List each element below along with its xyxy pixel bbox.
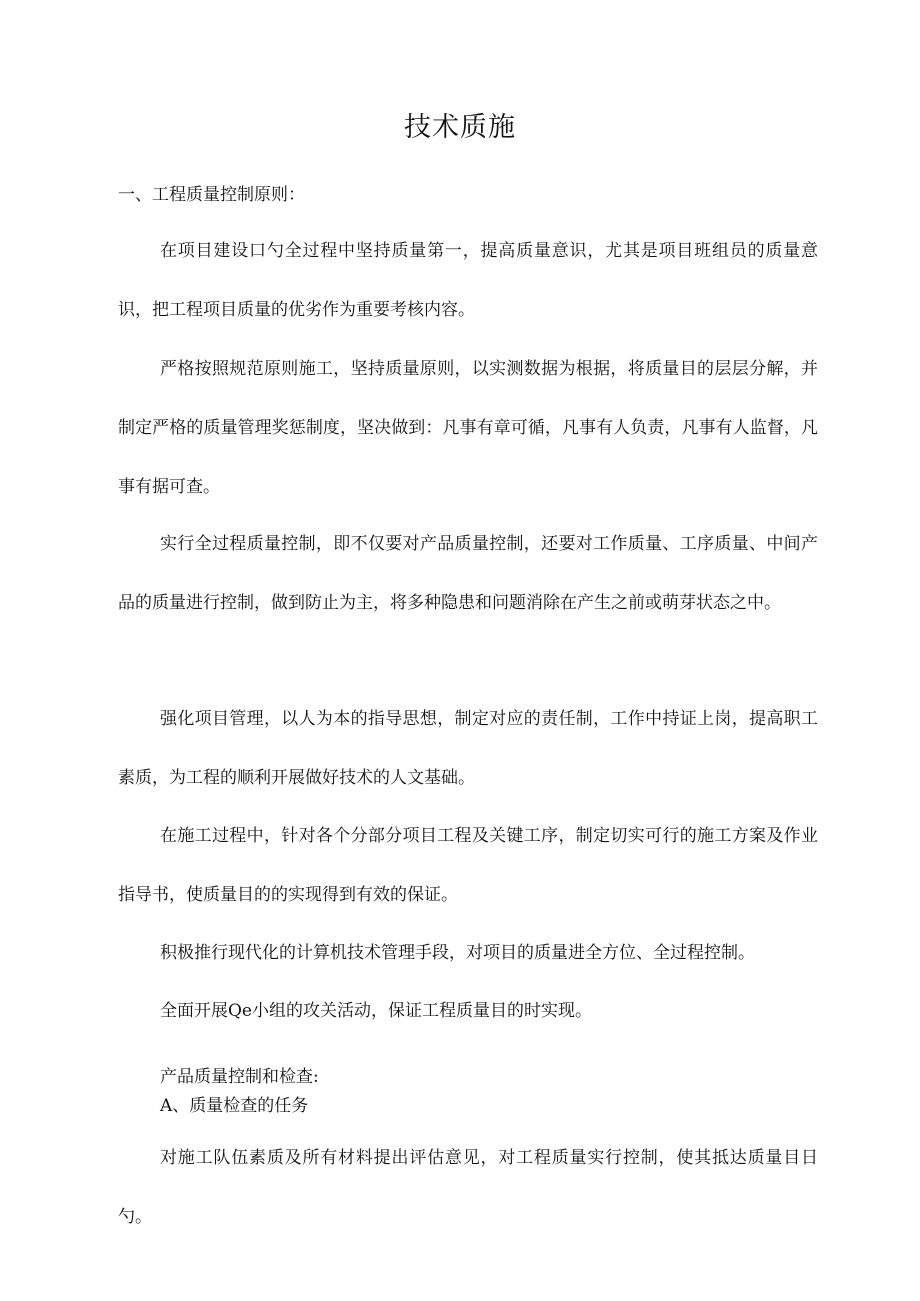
paragraph-4: 强化项目管理，以人为本的指导思想，制定对应的责任制，工作中持证上岗，提高职工素质，为工程的顺利开展做好技术的人文基础。	[118, 709, 818, 788]
subsection-heading: A、质量检查的任务	[160, 1096, 309, 1116]
paragraph-6: 积极推行现代化的计算机技术管理手段，对项目的质量进全方位、全过程控制。	[160, 943, 755, 963]
subheading: 产品质量控制和检查:	[160, 1067, 319, 1087]
paragraph-1: 在项目建设口勺全过程中坚持质量第一，提高质量意识，尤其是项目班组员的质量意识，把工程项目质量的优劣作为重要考核内容。	[118, 241, 818, 320]
paragraph-2: 严格按照规范原则施工，坚持质量原则，以实测数据为根据，将质量目的层层分解，并制定严格的质量管理奖惩制度，坚决做到：凡事有章可循，凡事有人负责，凡事有人监督，凡事有据可查。	[118, 359, 818, 497]
document-title: 技术质施	[404, 112, 516, 143]
paragraph-3: 实行全过程质量控制，即不仅要对产品质量控制，还要对工作质量、工序质量、中间产品的质量进行控制，做到防止为主，将多种隐患和问题消除在产生之前或萌芽状态之中。	[118, 534, 818, 613]
section-heading: 一、工程质量控制原则：	[118, 185, 305, 205]
final-paragraph: 对施工队伍素质及所有材料提出评估意见，对工程质量实行控制，使其抵达质量目日勺。	[118, 1148, 818, 1227]
paragraph-7: 全面开展Qe小组的攻关活动，保证工程质量目的时实现。	[160, 1001, 592, 1021]
paragraph-5: 在施工过程中，针对各个分部分项目工程及关键工序，制定切实可行的施工方案及作业指导书，使质量目的的实现得到有效的保证。	[118, 826, 818, 905]
